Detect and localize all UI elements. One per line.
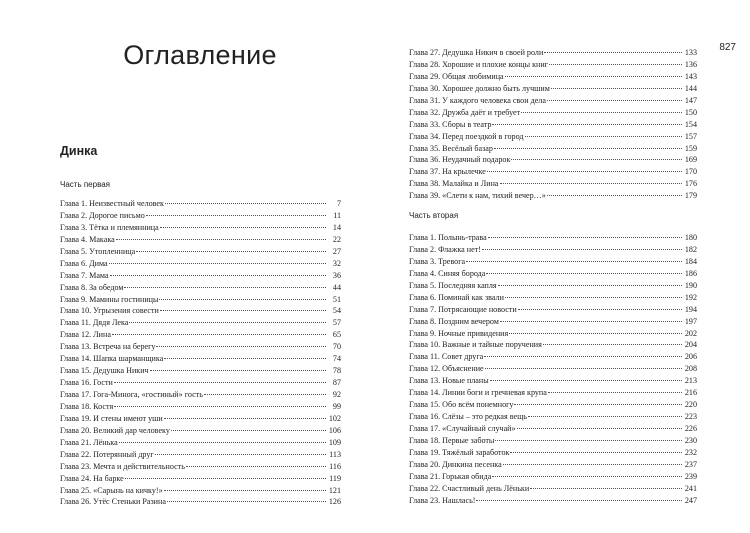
toc-entry-label: Глава 4. Синяя борода	[409, 268, 486, 278]
dot-leader	[551, 88, 682, 89]
toc-title: Оглавление	[123, 40, 277, 70]
dot-leader	[160, 310, 326, 311]
toc-entry	[60, 341, 341, 353]
dot-leader	[165, 203, 326, 204]
dot-leader	[487, 171, 682, 172]
dot-leader	[510, 452, 682, 453]
toc-entry	[60, 210, 341, 222]
toc-entry-page: 74	[332, 354, 341, 364]
toc-entry-label: Глава 25. «Сарынь на кичку!»	[60, 485, 163, 495]
toc-entry-label: Глава 15. Обо всём понемногу	[409, 400, 514, 410]
dot-leader	[492, 124, 682, 125]
dot-leader	[116, 239, 326, 240]
toc-entry-page: 144	[684, 83, 697, 93]
dot-leader	[155, 454, 326, 455]
toc-entry	[409, 178, 697, 190]
toc-entry-label: Глава 4. Макака	[60, 234, 115, 244]
toc-entry-label: Глава 26. Утёс Стеньки Разина	[60, 497, 166, 507]
toc-entry-page: 36	[332, 270, 341, 280]
toc-entry-label: Глава 20. Динкина песенка	[409, 459, 502, 469]
toc-entry-page: 119	[329, 473, 341, 483]
toc-entry-page: 136	[684, 59, 697, 69]
toc-entry	[409, 459, 697, 471]
toc-list-part-one	[60, 198, 341, 508]
part-one-label: Часть первая	[60, 180, 111, 189]
toc-entry	[60, 198, 341, 210]
toc-entry-label: Глава 6. Поминай как звали	[409, 292, 504, 302]
toc-entry-label: Глава 9. Ночные привидения	[409, 328, 509, 338]
dot-leader	[159, 299, 326, 300]
toc-entry	[409, 304, 697, 316]
toc-entry	[60, 389, 341, 401]
toc-entry-page: 202	[684, 328, 697, 338]
toc-entry-page: 121	[328, 485, 341, 495]
toc-entry	[409, 268, 697, 280]
toc-entry-label: Глава 3. Тревога	[409, 256, 466, 266]
toc-entry	[60, 294, 341, 306]
dot-leader	[476, 500, 682, 501]
dot-leader	[486, 273, 682, 274]
dot-leader	[119, 442, 326, 443]
toc-entry-page: 109	[328, 437, 341, 447]
dot-leader	[500, 321, 682, 322]
dot-leader	[500, 183, 682, 184]
toc-entry	[60, 353, 341, 365]
dot-leader	[509, 333, 682, 334]
toc-entry	[409, 119, 697, 131]
dot-leader	[543, 344, 682, 345]
toc-entry-page: 27	[332, 246, 341, 256]
toc-entry-label: Глава 19. Тяжёлый заработок	[409, 447, 510, 457]
toc-entry-label: Глава 1. Полынь-трава	[409, 233, 487, 242]
toc-entry	[409, 483, 697, 495]
toc-entry-label: Глава 28. Хорошие и плохие концы книг	[409, 59, 548, 69]
toc-entry-label: Глава 18. Костя	[60, 401, 114, 411]
toc-entry-page: 154	[684, 119, 697, 129]
toc-entry-page: 32	[332, 258, 341, 268]
toc-entry-page: 169	[684, 155, 697, 165]
toc-entry	[409, 131, 697, 143]
toc-entry-label: Глава 10. Важные и тайные поручения	[409, 340, 542, 350]
dot-leader	[528, 416, 682, 417]
toc-entry-label: Глава 23. Нашлась!	[409, 495, 476, 505]
toc-entry-page: 14	[332, 222, 341, 232]
toc-entry	[409, 83, 697, 95]
toc-entry-page: 57	[332, 318, 341, 328]
toc-entry-label: Глава 8. Поздним вечером	[409, 316, 499, 326]
toc-entry	[409, 107, 697, 119]
dot-leader	[186, 466, 326, 467]
dot-leader	[530, 488, 682, 489]
toc-entry	[60, 401, 341, 413]
toc-entry-page: 206	[684, 352, 697, 362]
toc-entry-page: 65	[332, 330, 341, 340]
toc-entry-page: 54	[332, 306, 341, 316]
toc-entry-label: Глава 27. Дедушка Никич в своей роли	[409, 48, 544, 57]
toc-entry-label: Глава 5. Утопленница	[60, 246, 136, 256]
dot-leader	[156, 346, 326, 347]
toc-entry-label: Глава 17. Гога-Минога, «гостиный» гость	[60, 390, 203, 399]
toc-entry	[409, 143, 697, 155]
toc-entry-page: 133	[684, 48, 697, 57]
toc-list-part-one-continued	[409, 47, 697, 202]
toc-entry-page: 92	[332, 390, 341, 399]
toc-entry-page: 113	[329, 449, 341, 459]
toc-entry	[409, 244, 697, 256]
toc-entry	[409, 154, 697, 166]
toc-entry-page: 159	[684, 143, 697, 153]
toc-entry-label: Глава 11. Дядя Лека	[60, 318, 129, 328]
toc-entry-label: Глава 38. Малайка и Лина	[409, 179, 499, 189]
toc-entry	[409, 375, 697, 387]
toc-entry	[60, 270, 341, 282]
toc-entry-page: 78	[332, 366, 341, 376]
dot-leader	[125, 478, 326, 479]
toc-entry-label: Глава 16. Слёзы – это редкая вещь	[409, 412, 527, 422]
toc-entry-page: 197	[684, 316, 697, 326]
toc-entry-label: Глава 11. Совет друга	[409, 352, 484, 362]
dot-leader	[204, 394, 326, 395]
toc-entry-label: Глава 19. И стены имеют уши	[60, 413, 163, 423]
book-title: Динка	[60, 144, 98, 158]
toc-entry-label: Глава 6. Дима	[60, 258, 108, 268]
dot-leader	[517, 428, 682, 429]
toc-entry-label: Глава 20. Великий дар человеку	[60, 425, 170, 435]
dot-leader	[505, 76, 682, 77]
toc-entry-label: Глава 32. Дружба даёт и требует	[409, 107, 521, 117]
toc-entry-page: 147	[684, 95, 697, 105]
toc-entry-page: 208	[684, 364, 697, 374]
toc-entry-page: 7	[336, 199, 341, 208]
toc-entry-page: 194	[684, 304, 697, 314]
toc-entry	[409, 166, 697, 178]
toc-entry-label: Глава 22. Потерянный друг	[60, 449, 154, 459]
toc-entry	[409, 411, 697, 423]
toc-entry-page: 220	[684, 400, 697, 410]
toc-entry-page: 150	[684, 107, 697, 117]
toc-entry-label: Глава 10. Угрызения совести	[60, 306, 159, 316]
toc-entry-label: Глава 33. Сборы в театр	[409, 119, 492, 129]
toc-entry-page: 213	[684, 376, 697, 386]
dot-leader	[498, 285, 682, 286]
toc-entry-label: Глава 24. На барке	[60, 473, 124, 483]
dot-leader	[124, 287, 326, 288]
toc-entry	[409, 292, 697, 304]
toc-entry	[409, 280, 697, 292]
toc-entry-page: 230	[684, 435, 697, 445]
toc-entry-label: Глава 29. Общая любимица	[409, 71, 504, 81]
toc-entry	[409, 316, 697, 328]
toc-entry-page: 226	[684, 424, 697, 433]
toc-entry	[60, 425, 341, 437]
toc-entry-label: Глава 14. Шапка шарманщика	[60, 354, 164, 364]
toc-entry-page: 126	[328, 497, 341, 507]
toc-entry-label: Глава 7. Потрясающие новости	[409, 304, 517, 314]
toc-entry-label: Глава 13. Встреча на берегу	[60, 342, 156, 352]
toc-entry	[409, 328, 697, 340]
toc-entry	[409, 71, 697, 83]
toc-entry-page: 157	[684, 131, 697, 141]
toc-entry	[409, 447, 697, 459]
dot-leader	[164, 418, 326, 419]
dot-leader	[482, 249, 682, 250]
toc-entry-label: Глава 34. Перед поездкой в город	[409, 131, 524, 141]
toc-entry-label: Глава 12. Лина	[60, 330, 111, 340]
toc-entry-page: 223	[684, 412, 697, 422]
toc-entry-label: Глава 15. Дедушка Никич	[60, 366, 149, 376]
toc-entry-page: 179	[684, 191, 697, 201]
toc-entry	[60, 496, 341, 508]
toc-entry-page: 182	[684, 244, 697, 254]
toc-entry	[60, 317, 341, 329]
dot-leader	[525, 136, 682, 137]
toc-entry-page: 99	[332, 401, 341, 411]
toc-entry-label: Глава 5. Последняя капля	[409, 280, 497, 290]
dot-leader	[549, 64, 682, 65]
toc-entry	[60, 437, 341, 449]
toc-entry	[60, 258, 341, 270]
dot-leader	[548, 392, 682, 393]
page-number: 827	[719, 42, 736, 53]
dot-leader	[110, 275, 326, 276]
dot-leader	[511, 159, 682, 160]
dot-leader	[164, 490, 326, 491]
dot-leader	[505, 297, 682, 298]
toc-entry-label: Глава 22. Счастливый день Лёньки	[409, 483, 530, 493]
toc-entry-label: Глава 23. Мечта и действительность	[60, 461, 185, 471]
dot-leader	[114, 382, 326, 383]
toc-entry-label: Глава 14. Линии боги и гречневая крупа	[409, 388, 547, 398]
dot-leader	[547, 100, 682, 101]
toc-entry-label: Глава 21. Горькая обида	[409, 471, 492, 481]
toc-entry	[409, 351, 697, 363]
toc-entry-label: Глава 37. На крылечке	[409, 167, 486, 177]
toc-entry-page: 102	[328, 413, 341, 423]
toc-entry	[409, 435, 697, 447]
toc-entry-page: 204	[684, 340, 697, 350]
toc-entry-page: 170	[684, 167, 697, 177]
toc-entry-page: 216	[684, 388, 697, 398]
toc-entry	[409, 232, 697, 244]
toc-entry-page: 247	[684, 495, 697, 505]
toc-entry-page: 237	[684, 459, 697, 469]
dot-leader	[136, 251, 326, 252]
toc-entry-label: Глава 17. «Случайный случай»	[409, 424, 516, 433]
toc-entry	[60, 485, 341, 497]
dot-leader	[484, 356, 682, 357]
toc-entry-page: 239	[684, 471, 697, 481]
toc-entry-label: Глава 35. Весёлый базар	[409, 143, 493, 153]
toc-entry	[409, 471, 697, 483]
dot-leader	[521, 112, 682, 113]
toc-entry-page: 22	[332, 234, 341, 244]
toc-entry	[60, 246, 341, 258]
toc-entry-page: 241	[684, 483, 697, 493]
toc-entry-label: Глава 12. Объяснение	[409, 364, 484, 374]
toc-entry	[60, 329, 341, 341]
dot-leader	[109, 263, 326, 264]
toc-entry-label: Глава 30. Хорошее должно быть лучшим	[409, 83, 550, 93]
dot-leader	[503, 464, 682, 465]
dot-leader	[547, 195, 682, 196]
dot-leader	[518, 309, 682, 310]
toc-entry	[60, 365, 341, 377]
dot-leader	[492, 476, 682, 477]
dot-leader	[466, 261, 682, 262]
dot-leader	[494, 148, 682, 149]
toc-entry-page: 44	[332, 282, 341, 292]
dot-leader	[514, 404, 682, 405]
toc-entry-label: Глава 8. За обедом	[60, 282, 124, 292]
toc-list-part-two	[409, 232, 697, 507]
toc-entry-label: Глава 1. Неизвестный человек	[60, 199, 164, 208]
toc-entry-page: 192	[684, 292, 697, 302]
toc-entry	[60, 461, 341, 473]
dot-leader	[164, 358, 326, 359]
dot-leader	[114, 406, 326, 407]
toc-entry-page: 11	[333, 210, 341, 220]
toc-entry	[60, 282, 341, 294]
toc-entry	[409, 59, 697, 71]
toc-entry-label: Глава 31. У каждого человека свои дела	[409, 95, 546, 105]
toc-entry-label: Глава 2. Дорогое письмо	[60, 210, 145, 220]
toc-entry-page: 106	[328, 425, 341, 435]
toc-entry-label: Глава 21. Лёнька	[60, 437, 118, 447]
toc-entry	[409, 423, 697, 435]
toc-entry	[60, 413, 341, 425]
toc-entry-page: 180	[684, 233, 697, 242]
toc-entry	[409, 363, 697, 375]
toc-entry	[409, 190, 697, 202]
toc-entry	[60, 305, 341, 317]
dot-leader	[112, 334, 326, 335]
toc-entry	[409, 47, 697, 59]
toc-entry	[409, 399, 697, 411]
toc-entry-label: Глава 13. Новые планы	[409, 376, 489, 386]
toc-entry	[409, 256, 697, 268]
dot-leader	[490, 380, 682, 381]
toc-entry-page: 184	[684, 256, 697, 266]
toc-entry-label: Глава 7. Мама	[60, 270, 109, 280]
toc-entry-page: 87	[332, 378, 341, 388]
dot-leader	[146, 215, 326, 216]
dot-leader	[485, 368, 682, 369]
toc-entry-page: 51	[332, 294, 341, 304]
dot-leader	[544, 52, 682, 53]
toc-entry	[60, 377, 341, 389]
toc-entry	[409, 339, 697, 351]
toc-entry-page: 70	[332, 342, 341, 352]
toc-entry-label: Глава 16. Гости	[60, 378, 113, 388]
toc-entry-page: 143	[684, 71, 697, 81]
toc-entry	[60, 234, 341, 246]
toc-entry-page: 190	[684, 280, 697, 290]
dot-leader	[495, 440, 682, 441]
dot-leader	[171, 430, 326, 431]
toc-entry-page: 232	[684, 447, 697, 457]
toc-entry	[409, 95, 697, 107]
toc-entry-label: Глава 3. Тётка и племянница	[60, 222, 159, 232]
toc-entry-label: Глава 18. Первые заботы	[409, 435, 495, 445]
toc-entry-page: 186	[684, 268, 697, 278]
toc-entry-label: Глава 36. Неудачный подарок	[409, 155, 511, 165]
toc-entry-label: Глава 2. Флажка нет!	[409, 244, 481, 254]
dot-leader	[160, 227, 326, 228]
toc-entry-label: Глава 39. «Слети к нам, тихий вечер…»	[409, 191, 546, 201]
dot-leader	[129, 322, 326, 323]
dot-leader	[167, 501, 326, 502]
toc-entry-page: 176	[684, 179, 697, 189]
dot-leader	[150, 370, 326, 371]
toc-entry	[409, 387, 697, 399]
toc-entry	[409, 495, 697, 507]
toc-entry	[60, 222, 341, 234]
part-two-label: Часть вторая	[409, 211, 459, 220]
toc-entry	[60, 449, 341, 461]
right-page	[375, 0, 750, 533]
dot-leader	[488, 237, 682, 238]
toc-entry	[60, 473, 341, 485]
toc-entry-label: Глава 9. Мамины гостиницы	[60, 294, 159, 304]
toc-entry-page: 116	[329, 461, 341, 471]
